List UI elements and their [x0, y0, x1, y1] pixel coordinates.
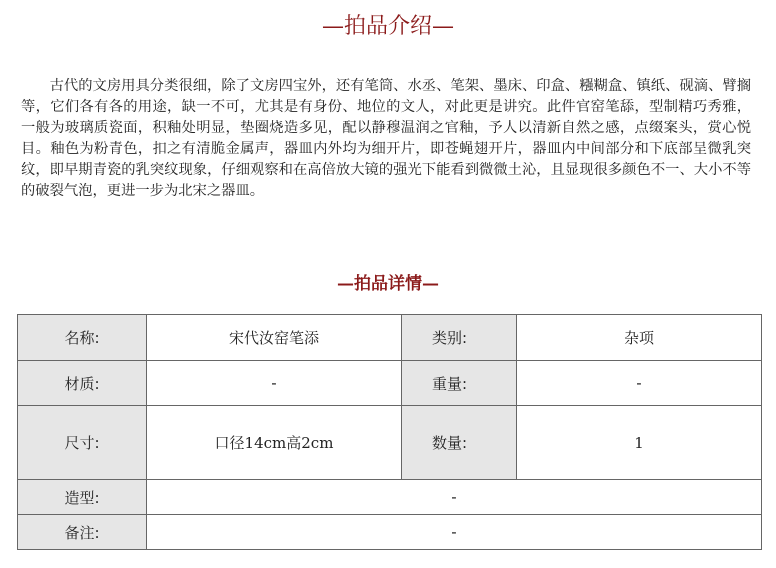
- shape-label: 造型:: [18, 480, 147, 515]
- category-value: 杂项: [517, 315, 762, 361]
- quantity-value: 1: [517, 406, 762, 480]
- intro-title: —拍品介绍—: [321, 14, 454, 39]
- material-value: -: [147, 361, 402, 406]
- details-title: —拍品详情—: [337, 274, 439, 294]
- remark-label: 备注:: [18, 515, 147, 550]
- size-label: 尺寸:: [18, 406, 147, 480]
- intro-paragraph: 古代的文房用具分类很细，除了文房四宝外，还有笔筒、水丞、笔架、墨床、印盒、糨糊盒、镇纸、砚滴、臂搁等，它们各有各的用途，缺一不可，尤其是有身份、地位的文人，对此更是讲究。此件官窑笔舔，型制精巧秀雅， 一般为玻璃质瓷面，积釉处明显，垫圈烧造多见，配以静穆温润之官釉，予人以清新自然之感，点缀案头，赏心悦目。釉色为粉青色，扣之有清脆金属声，器皿内外均为细开片，即苍蝇翅开片，器皿内中间部分和下底部呈微乳突纹，即早期青瓷的乳突纹现象，仔细观察和在高倍放大镜的强光下能看到微微土沁，且显现很多颜色不一、大小不等的破裂气泡，更进一步为北宋之器皿。: [21, 78, 751, 199]
- category-label: 类别:: [402, 315, 517, 361]
- name-label: 名称:: [18, 315, 147, 361]
- size-value: 口径14cm高2cm: [147, 406, 402, 480]
- details-table: [17, 314, 762, 550]
- table-row: [18, 480, 762, 515]
- table-row: [18, 361, 762, 406]
- material-label: 材质:: [18, 361, 147, 406]
- shape-value: -: [147, 480, 762, 515]
- remark-value: -: [147, 515, 762, 550]
- weight-label: 重量:: [402, 361, 517, 406]
- table-row: [18, 515, 762, 550]
- name-value: 宋代汝窑笔添: [147, 315, 402, 361]
- table-row: [18, 406, 762, 480]
- weight-value: -: [517, 361, 762, 406]
- table-row: [18, 315, 762, 361]
- quantity-label: 数量:: [402, 406, 517, 480]
